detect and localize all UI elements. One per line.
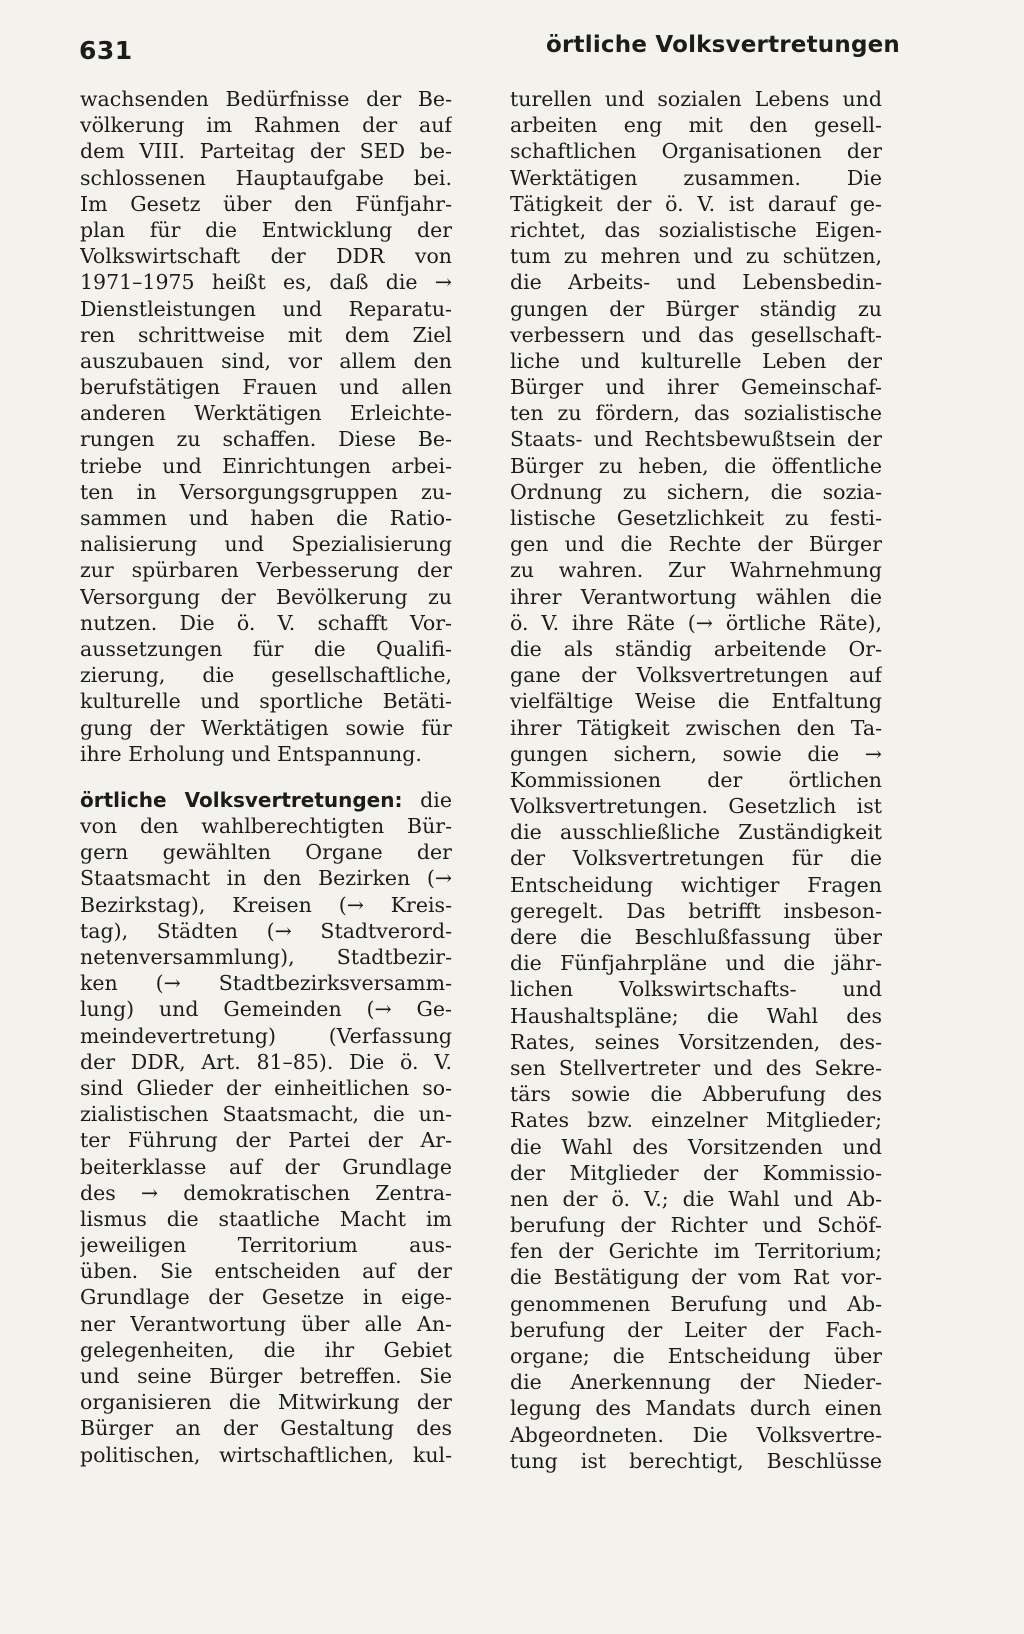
text-line: dere die Beschlußfassung über: [510, 925, 882, 949]
text-line: der Volksvertretungen für die: [510, 846, 882, 871]
text-line: die als ständig arbeitende Or-: [510, 636, 882, 661]
text-line: ihre Erholung und Entspannung.: [80, 741, 422, 766]
text-line: organisieren die Mitwirkung der: [80, 1390, 452, 1415]
text-line: Rates bzw. einzelner Mitglieder;: [510, 1108, 882, 1133]
text-line: zur spürbaren Verbesserung der: [80, 558, 452, 583]
text-line: tag), Städten (→ Stadtverord-: [80, 918, 452, 943]
text-line: sammen und haben die Ratio-: [80, 506, 452, 530]
text-line: ö. V. ihre Räte (→ örtliche Räte),: [510, 610, 882, 635]
text-line: ihrer Tätigkeit zwischen den Ta-: [510, 715, 882, 740]
text-line: völkerung im Rahmen der auf: [80, 113, 452, 138]
text-line: die Fünfjahrpläne und die jähr-: [510, 951, 882, 976]
entry-headword: örtliche Volksvertretungen:: [80, 787, 403, 812]
text-line: auszubauen sind, vor allem den: [80, 348, 452, 373]
text-line: lismus die staatliche Macht im: [80, 1206, 452, 1231]
text-line: meindevertretung) (Verfassung: [80, 1023, 452, 1048]
text-line: verbessern und das gesellschaft-: [510, 322, 882, 347]
text-line: zierung, die gesellschaftliche,: [80, 663, 452, 688]
text-line: ken (→ Stadtbezirksversamm-: [80, 971, 452, 996]
text-line: nutzen. Die ö. V. schafft Vor-: [80, 610, 452, 635]
text-line: gelegenheiten, die ihr Gebiet: [80, 1337, 452, 1362]
text-line: vielfältige Weise die Entfaltung: [510, 689, 882, 714]
text-line: legung des Mandats durch einen: [510, 1396, 882, 1421]
text-line: Tätigkeit der ö. V. ist darauf ge-: [510, 191, 882, 216]
text-line: gungen sichern, sowie die →: [510, 741, 882, 766]
entry-first-rest: die: [420, 787, 452, 812]
text-line: Haushaltspläne; die Wahl des: [510, 1003, 882, 1028]
text-line: gungen der Bürger ständig zu: [510, 296, 882, 321]
text-line: Bürger und ihrer Gemeinschaf-: [510, 375, 882, 400]
left-column: [80, 86, 452, 1468]
text-line: aussetzungen für die Qualifi-: [80, 636, 452, 661]
text-line: des → demokratischen Zentra-: [80, 1180, 452, 1205]
text-line: wachsenden Bedürfnisse der Be-: [80, 87, 452, 111]
text-line: triebe und Einrichtungen arbei-: [80, 453, 452, 478]
text-line: Bezirkstag), Kreisen (→ Kreis-: [80, 892, 452, 917]
text-line: Werktätigen zusammen. Die: [510, 165, 882, 190]
text-line: Grundlage der Gesetze in eige-: [80, 1285, 452, 1310]
text-line: organe; die Entscheidung über: [510, 1344, 882, 1368]
text-line: berufstätigen Frauen und allen: [80, 375, 452, 400]
entry-gap: [80, 767, 452, 787]
text-line: liche und kulturelle Leben der: [510, 348, 882, 373]
text-line: die Anerkennung der Nieder-: [510, 1370, 882, 1395]
text-line: ren schrittweise mit dem Ziel: [80, 322, 452, 347]
entry-body: [80, 813, 452, 1468]
text-line: fen der Gerichte im Territorium;: [510, 1239, 882, 1264]
text-line: listische Gesetzlichkeit zu festi-: [510, 506, 882, 530]
text-line: lung) und Gemeinden (→ Ge-: [80, 997, 452, 1022]
text-line: und seine Bürger betreffen. Sie: [80, 1364, 452, 1388]
entry-first-line: [80, 787, 452, 813]
text-line: netenversammlung), Stadtbezir-: [80, 945, 452, 969]
text-line: Bürger an der Gestaltung des: [80, 1416, 452, 1441]
text-line: tung ist berechtigt, Beschlüsse: [510, 1448, 882, 1473]
text-line: jeweiligen Territorium aus-: [80, 1233, 452, 1258]
text-line: ner Verantwortung über alle An-: [80, 1311, 452, 1336]
text-line: Rates, seines Vorsitzenden, des-: [510, 1029, 882, 1054]
text-line: ter Führung der Partei der Ar-: [80, 1128, 452, 1153]
text-line: die ausschließliche Zuständigkeit: [510, 820, 882, 845]
text-line: gung der Werktätigen sowie für: [80, 715, 452, 740]
text-line: 1971–1975 heißt es, daß die →: [80, 270, 452, 295]
text-line: tum zu mehren und zu schützen,: [510, 244, 882, 269]
text-line: nen der ö. V.; die Wahl und Ab-: [510, 1186, 882, 1211]
text-line: turellen und sozialen Lebens und: [510, 87, 882, 111]
text-line: berufung der Richter und Schöf-: [510, 1213, 882, 1238]
text-line: Staatsmacht in den Bezirken (→: [80, 866, 452, 891]
text-line: sen Stellvertreter und des Sekre-: [510, 1055, 882, 1080]
text-line: Volkswirtschaft der DDR von: [80, 244, 452, 269]
text-line: plan für die Entwicklung der: [80, 217, 452, 242]
text-line: der Mitglieder der Kommissio-: [510, 1160, 882, 1185]
text-line: Ordnung zu sichern, die sozia-: [510, 479, 882, 504]
running-head: örtliche Volksvertretungen: [546, 32, 900, 58]
text-line: geregelt. Das betrifft insbeson-: [510, 898, 882, 923]
text-line: Dienstleistungen und Reparatu-: [80, 296, 452, 321]
text-line: der DDR, Art. 81–85). Die ö. V.: [80, 1049, 452, 1074]
text-line: gen und die Rechte der Bürger: [510, 532, 882, 557]
text-line: genommenen Berufung und Ab-: [510, 1291, 882, 1316]
text-line: Volksvertretungen. Gesetzlich ist: [510, 794, 882, 819]
text-line: sind Glieder der einheitlichen so-: [80, 1075, 452, 1100]
right-column: [510, 86, 882, 1474]
page-number: 631: [79, 36, 133, 65]
text-line: berufung der Leiter der Fach-: [510, 1317, 882, 1342]
text-line: lichen Volkswirtschafts- und: [510, 977, 882, 1002]
text-line: ten in Versorgungsgruppen zu-: [80, 479, 452, 504]
text-line: gern gewählten Organe der: [80, 840, 452, 865]
text-line: arbeiten eng mit den gesell-: [510, 113, 882, 138]
text-line: zialistischen Staatsmacht, die un-: [80, 1102, 452, 1127]
text-line: schlossenen Hauptaufgabe bei.: [80, 165, 452, 190]
text-line: Abgeordneten. Die Volksvertre-: [510, 1422, 882, 1447]
text-line: die Bestätigung der vom Rat vor-: [510, 1265, 882, 1290]
right-column-text: [510, 86, 882, 1474]
text-line: richtet, das sozialistische Eigen-: [510, 217, 882, 242]
text-line: kulturelle und sportliche Betäti-: [80, 689, 452, 714]
text-line: rungen zu schaffen. Diese Be-: [80, 427, 452, 452]
text-line: von den wahlberechtigten Bür-: [80, 814, 452, 839]
text-line: dem VIII. Parteitag der SED be-: [80, 139, 452, 164]
text-line: gane der Volksvertretungen auf: [510, 663, 882, 688]
text-line: ihrer Verantwortung wählen die: [510, 584, 882, 609]
text-line: tärs sowie die Abberufung des: [510, 1082, 882, 1107]
text-line: nalisierung und Spezialisierung: [80, 532, 452, 557]
text-line: anderen Werktätigen Erleichte-: [80, 401, 452, 426]
continued-paragraph: [80, 86, 452, 767]
text-line: politischen, wirtschaftlichen, kul-: [80, 1442, 452, 1467]
text-line: die Wahl des Vorsitzenden und: [510, 1134, 882, 1159]
text-line: Entscheidung wichtiger Fragen: [510, 872, 882, 897]
text-line: Kommissionen der örtlichen: [510, 767, 882, 792]
text-line: üben. Sie entscheiden auf der: [80, 1259, 452, 1284]
text-line: schaftlichen Organisationen der: [510, 139, 882, 164]
text-line: ten zu fördern, das sozialistische: [510, 401, 882, 426]
text-line: die Arbeits- und Lebensbedin-: [510, 270, 882, 295]
text-line: Bürger zu heben, die öffentliche: [510, 453, 882, 478]
text-line: Versorgung der Bevölkerung zu: [80, 584, 452, 609]
text-line: beiterklasse auf der Grundlage: [80, 1154, 452, 1179]
text-line: Im Gesetz über den Fünfjahr-: [80, 191, 452, 216]
text-line: zu wahren. Zur Wahrnehmung: [510, 558, 882, 583]
text-line: Staats- und Rechtsbewußtsein der: [510, 427, 882, 452]
